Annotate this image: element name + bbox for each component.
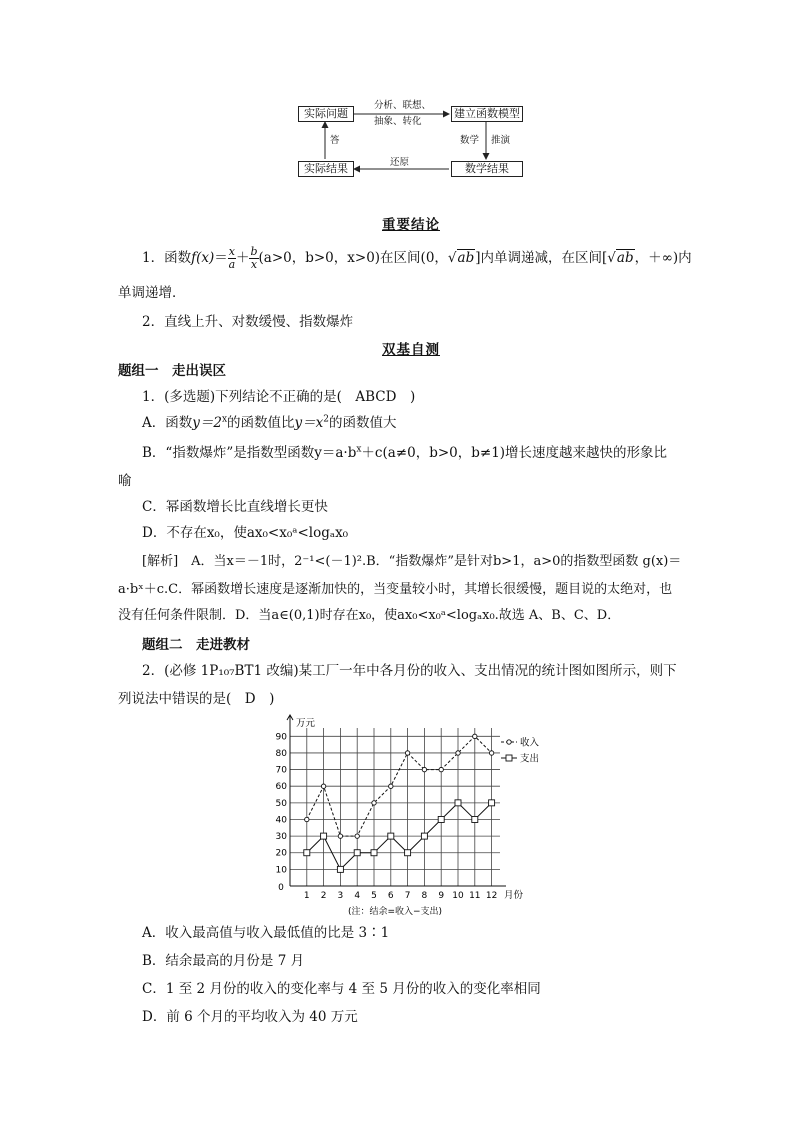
x-axis-label: 月份	[504, 890, 524, 901]
legend-marker-expense	[506, 755, 512, 761]
x-tick-3: 3	[337, 891, 344, 901]
income-point-11	[473, 734, 477, 738]
c1-mid: ]内单调递减，在区间[	[475, 250, 608, 266]
y-tick-10: 10	[275, 865, 287, 876]
income-point-8	[422, 767, 426, 771]
arrow-label-bottom: 还原	[390, 157, 410, 168]
income-point-4	[355, 834, 359, 838]
expense-point-12	[489, 800, 495, 806]
legend-label-2: 支出	[520, 753, 540, 765]
q1-option-c: C．幂函数增长比直线增长更快	[142, 499, 328, 515]
expense-point-2	[321, 833, 327, 839]
expense-point-9	[438, 816, 444, 822]
y-tick-70: 70	[275, 765, 287, 776]
c1-fx: f(x)	[191, 250, 215, 266]
expense-point-8	[421, 833, 427, 839]
c1-tail: ，＋∞)内	[634, 250, 692, 266]
analysis-line-1: [解析] A．当x＝－1时，2⁻¹<(－1)².B．“指数爆炸”是针对b>1，a>0的指数型函数 g(x)＝	[142, 554, 682, 569]
x-tick-12: 12	[485, 891, 498, 901]
origin-label: 0	[278, 883, 284, 893]
expense-point-11	[472, 816, 478, 822]
c1-frac1: $\frac{x}{a}$	[228, 245, 236, 271]
expense-point-5	[371, 850, 377, 856]
income-point-9	[439, 767, 443, 771]
conclusion-2: 2．直线上升、对数缓慢、指数爆炸	[142, 314, 354, 330]
q1-option-d: D．不存在x₀，使ax₀<x₀ᵃ<logₐx₀	[142, 525, 349, 541]
y-tick-20: 20	[275, 848, 287, 859]
x-tick-4: 4	[354, 891, 361, 901]
c1-frac2: $\frac{b}{x}$	[250, 245, 258, 271]
q2-option-b: B．结余最高的月份是 7 月	[142, 953, 305, 969]
q1-option-b-line2: 喻	[118, 473, 132, 489]
expense-point-4	[354, 850, 360, 856]
c1-sqrt2: ab	[616, 250, 634, 266]
arrow-label-right-b: 推演	[491, 135, 511, 146]
x-tick-8: 8	[421, 891, 428, 901]
arrow-label-right-a: 数学	[460, 135, 480, 146]
legend-marker-income	[507, 740, 511, 744]
x-tick-9: 9	[438, 891, 445, 901]
c1-sqrt1: ab	[457, 250, 475, 266]
q1-stem: 1．(多选题)下列结论不正确的是( ABCD )	[142, 389, 416, 405]
q2-stem-line1: 2．(必修 1P₁₀₇BT1 改编)某工厂一年中各月份的收入、支出情况的统计图如图所示，则下	[142, 663, 677, 679]
q2-option-d: D．前 6 个月的平均收入为 40 万元	[142, 1009, 358, 1025]
income-point-6	[389, 784, 393, 788]
x-tick-7: 7	[404, 891, 411, 901]
income-expense-chart	[268, 714, 548, 920]
q2-option-c: C．1 至 2 月份的收入的变化率与 4 至 5 月份的收入的变化率相同	[142, 981, 541, 997]
q1-option-a: A．函数$y=2^x$的函数值比$y=x^2$的函数值大	[142, 414, 397, 431]
q1-option-b: B．“指数爆炸”是指数型函数$y=a\cdot b^x+c(a\ne 0$，b>0，b≠1)增长速度越来越快的形象比	[142, 444, 668, 461]
y-tick-90: 90	[275, 732, 287, 743]
income-point-12	[489, 751, 493, 755]
q2-option-a: A．收入最高值与收入最低值的比是 3∶1	[142, 925, 390, 941]
y-tick-30: 30	[275, 832, 287, 843]
group-1-title: 题组一 走出误区	[118, 363, 226, 379]
group-2-title: 题组二 走进教材	[142, 637, 250, 653]
income-point-10	[456, 751, 460, 755]
y-axis-label: 万元	[296, 718, 316, 729]
y-tick-40: 40	[275, 815, 287, 826]
conclusion-1-line2: 单调递增．	[118, 285, 186, 301]
x-tick-11: 11	[469, 891, 481, 901]
chart-note: (注：结余=收入−支出)	[347, 907, 443, 917]
flow-box-real-problem: 实际问题	[298, 106, 354, 122]
conclusion-1: 1．函数f(x)＝ $\frac{x}{a}$ ＋ $\frac{b}{x}$ (a>0，b>0，x>0)在区间(0，√ab]内单调递减，在区间[√ab，＋∞)内	[142, 245, 692, 271]
expense-point-1	[304, 850, 310, 856]
section-title-self-test: 双基自测	[382, 342, 440, 358]
arrow-label-top-2: 抽象、转化	[374, 116, 422, 127]
x-tick-5: 5	[371, 891, 377, 901]
flow-box-model: 建立函数模型	[451, 106, 523, 122]
expense-point-7	[405, 850, 411, 856]
income-point-1	[305, 817, 309, 821]
income-point-2	[321, 784, 325, 788]
c1-plus: ＋	[235, 250, 250, 266]
section-title-conclusions: 重要结论	[382, 217, 440, 233]
x-tick-2: 2	[320, 891, 327, 901]
x-tick-6: 6	[387, 891, 394, 901]
analysis-line-3: 没有任何条件限制．D．当a∈(0,1)时存在x₀，使ax₀<x₀ᵃ<logₐx₀.故选 A、B、C、D．	[118, 608, 621, 623]
y-tick-60: 60	[275, 782, 287, 793]
c1-eq: ＝	[214, 250, 228, 266]
x-tick-1: 1	[303, 891, 310, 901]
c1-cond: (a>0，b>0，x>0)在区间(0，	[258, 250, 448, 266]
expense-point-6	[388, 833, 394, 839]
y-tick-80: 80	[275, 748, 287, 759]
income-point-3	[338, 834, 342, 838]
analysis-line-2: a·bˣ＋c.C．幂函数增长速度是逐渐加快的，当变量较小时，其增长很缓慢，题目说的太绝对，也	[118, 582, 673, 597]
expense-point-10	[455, 800, 461, 806]
flow-box-real-result: 实际结果	[298, 161, 354, 177]
flow-box-math-result: 数学结果	[451, 161, 523, 177]
arrow-label-top-1: 分析、联想、	[374, 100, 432, 111]
arrow-label-left: 答	[330, 135, 340, 146]
income-point-5	[372, 801, 376, 805]
q2-stem-line2: 列说法中错误的是( D )	[118, 691, 275, 707]
y-tick-50: 50	[275, 798, 287, 809]
c1-prefix: 1．函数	[142, 250, 192, 266]
x-tick-10: 10	[452, 891, 464, 901]
legend-label-1: 收入	[520, 737, 540, 749]
income-point-7	[405, 751, 409, 755]
expense-point-3	[337, 866, 343, 872]
